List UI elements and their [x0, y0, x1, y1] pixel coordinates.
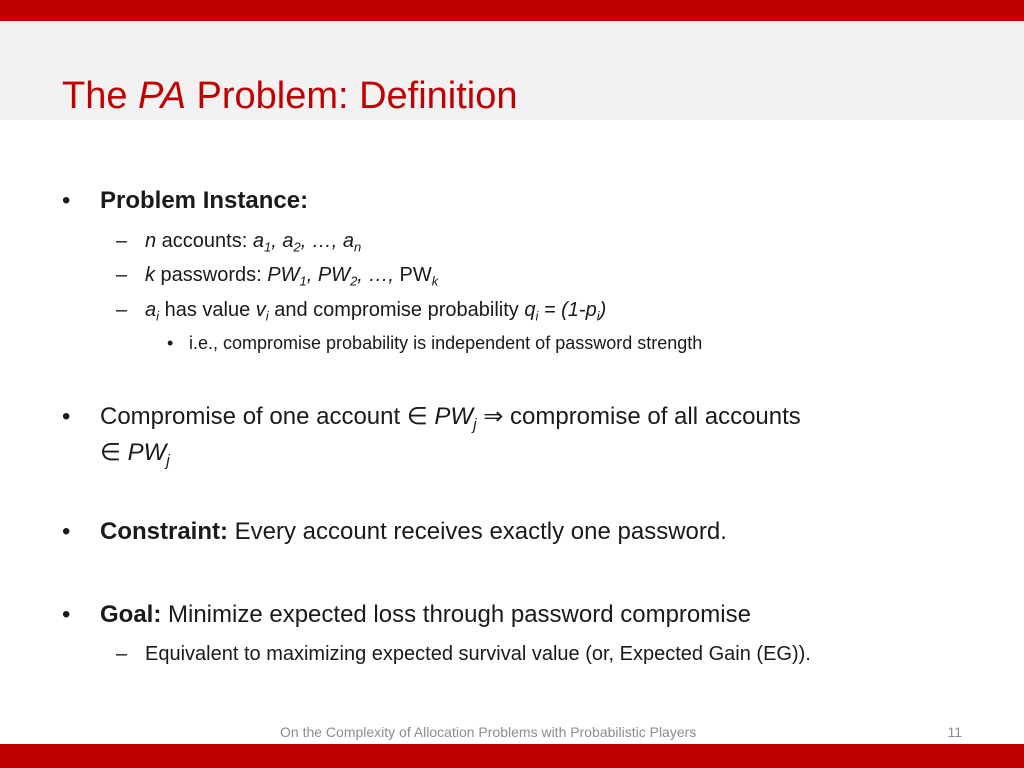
- a2-sub: 2: [293, 239, 301, 255]
- passwords-text: passwords:: [155, 264, 268, 286]
- pw2-sub: 2: [350, 273, 358, 289]
- passwords-ellipsis: , …,: [357, 264, 400, 286]
- passwords-line: [145, 262, 438, 288]
- has-value-text: has value: [159, 299, 256, 321]
- bullet-dot: •: [62, 403, 71, 430]
- passwords-sep: ,: [306, 264, 318, 286]
- equivalent-line: [145, 641, 811, 667]
- sub-dash: –: [116, 230, 128, 252]
- accounts-sep: ,: [271, 230, 283, 252]
- compromise-all-text: compromise of all accounts: [510, 403, 801, 430]
- page-number: 11: [947, 724, 962, 740]
- compromise-line: [100, 402, 801, 432]
- qi-var: q: [524, 299, 536, 321]
- n-var: n: [145, 230, 157, 252]
- compromise-text: Compromise of one account: [100, 403, 407, 430]
- probability-text: and compromise probability: [268, 299, 525, 321]
- value-line: [145, 297, 606, 323]
- qi-sub: i: [535, 308, 539, 324]
- goal-line: [100, 600, 751, 630]
- pwj-sub: j: [166, 452, 170, 470]
- a1-var: a: [252, 230, 264, 252]
- vi-sub: i: [265, 308, 269, 324]
- pi-sub: i: [596, 308, 600, 324]
- a1-sub: 1: [263, 239, 272, 255]
- constraint-text: Every account receives exactly one password.: [228, 518, 727, 545]
- ai-sub: i: [156, 308, 160, 324]
- qi-equation: = (1-p: [538, 299, 597, 321]
- independence-note: [189, 331, 702, 355]
- bullet-dot: •: [62, 518, 71, 545]
- bottom-accent-bar: [0, 744, 1024, 768]
- pwk-sub: k: [431, 273, 439, 289]
- sub-dash: –: [116, 643, 128, 665]
- bullet-dot: •: [62, 601, 71, 628]
- bullet-dot-small: •: [167, 333, 174, 353]
- note-text: i.e., compromise probability is independent of password strength: [189, 333, 703, 353]
- pw1-sub: 1: [299, 273, 307, 289]
- bullet-dot: •: [62, 187, 71, 214]
- accounts-line: [145, 228, 361, 254]
- problem-instance-heading: [100, 186, 308, 216]
- k-var: k: [145, 264, 155, 286]
- vi-var: v: [255, 299, 266, 321]
- element-of-symbol: ∈: [100, 439, 128, 466]
- equivalent-text: Equivalent to maximizing expected survival value (or, Expected Gain (EG)).: [145, 643, 811, 665]
- a2-var: a: [282, 230, 294, 252]
- an-var: a: [342, 230, 355, 252]
- goal-text: Minimize expected loss through password compromise: [161, 601, 751, 628]
- equation-close: ): [599, 299, 607, 321]
- title-pa: PA: [138, 75, 186, 117]
- goal-label: Goal:: [100, 601, 162, 628]
- sub-dash: –: [116, 299, 128, 321]
- implies-symbol: ⇒: [476, 403, 510, 430]
- ai-var: a: [145, 299, 157, 321]
- element-of-symbol: ∈: [406, 403, 435, 430]
- pwj-var: PW: [434, 403, 474, 430]
- pw2-var: PW: [317, 264, 351, 286]
- problem-instance-label: Problem Instance:: [100, 187, 309, 214]
- compromise-line-2: [100, 438, 170, 468]
- accounts-text: accounts:: [156, 230, 253, 252]
- constraint-label: Constraint:: [100, 518, 228, 545]
- pwj-sub: j: [473, 416, 477, 434]
- pwk-var: PW: [399, 264, 432, 286]
- sub-dash: –: [116, 264, 128, 286]
- accounts-ellipsis: , …,: [300, 230, 343, 252]
- pwj-var: PW: [127, 439, 167, 466]
- footer-caption: On the Complexity of Allocation Problems with Probabilistic Players: [280, 724, 697, 740]
- constraint-line: [100, 517, 727, 547]
- title-suffix: Problem: Definition: [185, 75, 518, 117]
- title-prefix: The: [62, 75, 139, 117]
- an-sub: n: [354, 239, 362, 255]
- pw1-var: PW: [267, 264, 300, 286]
